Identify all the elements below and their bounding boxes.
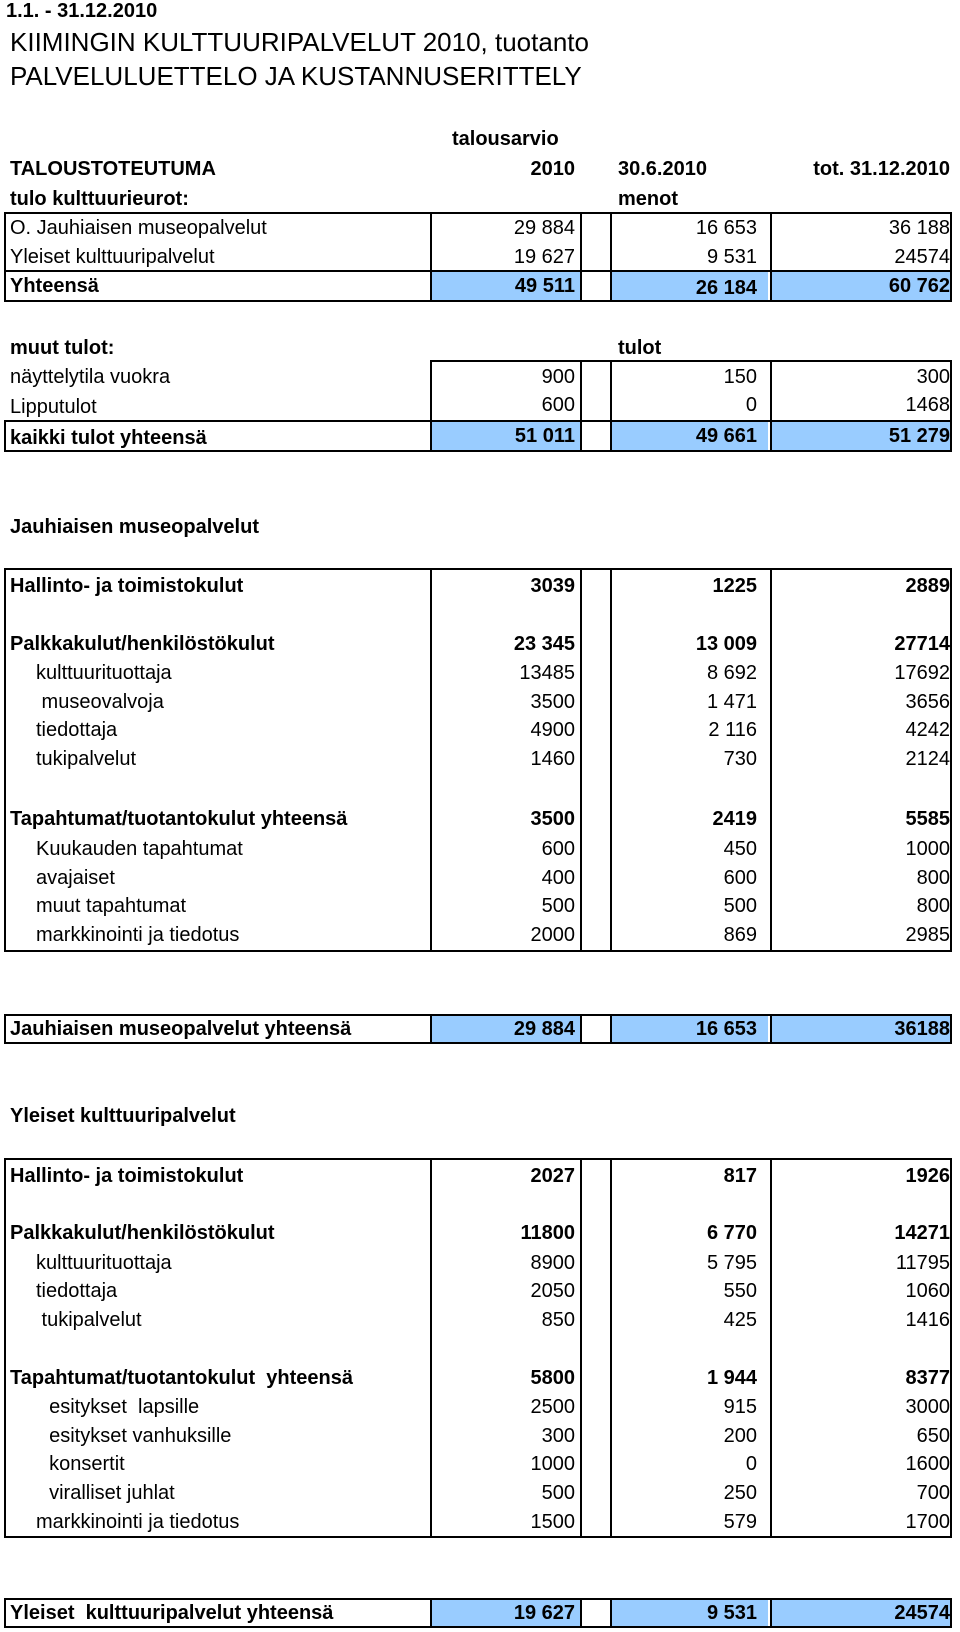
value: 23 345 <box>513 633 575 655</box>
divider <box>580 360 582 452</box>
value: 915 <box>723 1396 757 1418</box>
value: 3039 <box>530 575 575 597</box>
divider <box>580 1014 582 1044</box>
divider <box>580 212 582 302</box>
value: 13485 <box>519 662 575 684</box>
row-label: Hallinto- ja toimistokulut <box>10 1165 244 1187</box>
row-label: tiedottaja <box>36 719 118 741</box>
row-label: konsertit <box>38 1453 125 1475</box>
row-label: markkinointi ja tiedotus <box>36 1511 240 1533</box>
divider <box>4 420 6 452</box>
value: 11795 <box>895 1252 950 1274</box>
page-subtitle: PALVELULUETTELO JA KUSTANNUSERITTELY <box>10 61 582 91</box>
value: 51 279 <box>888 425 950 447</box>
divider <box>580 1158 582 1538</box>
divider <box>950 360 952 452</box>
value: 24574 <box>894 1602 950 1624</box>
general-heading: Yleiset kulttuuripalvelut <box>10 1105 236 1127</box>
value: 730 <box>723 748 757 770</box>
value: 6 770 <box>706 1222 757 1244</box>
value: 2 116 <box>708 719 757 741</box>
row-label: Yleiset kulttuuripalvelut <box>10 246 215 268</box>
period-label: 1.1. - 31.12.2010 <box>6 0 158 22</box>
value: 8900 <box>530 1252 575 1274</box>
divider <box>4 420 952 422</box>
col1-header-top: talousarvio <box>452 128 559 150</box>
value: 14271 <box>894 1222 950 1244</box>
row-label: esitykset vanhuksille <box>38 1425 232 1447</box>
value: 1060 <box>905 1280 950 1302</box>
value: 13 009 <box>695 633 757 655</box>
row-label: Tapahtumat/tuotantokulut yhteensä <box>10 808 348 830</box>
value: 26 184 <box>695 277 757 299</box>
row-label: tiedottaja <box>36 1280 118 1302</box>
value: 49 661 <box>695 425 757 447</box>
value: 300 <box>916 366 950 388</box>
row-label: Palkkakulut/henkilöstökulut <box>10 1222 275 1244</box>
value: 400 <box>541 867 575 889</box>
value: 8 692 <box>706 662 757 684</box>
value: 16 653 <box>695 1018 757 1040</box>
col2-header: 30.6.2010 <box>618 158 707 180</box>
divider <box>580 1598 582 1628</box>
value: 36188 <box>894 1018 950 1040</box>
value: 579 <box>723 1511 757 1533</box>
value: 29 884 <box>513 1018 575 1040</box>
value: 36 188 <box>888 217 950 239</box>
row-label: Kuukauden tapahtumat <box>36 838 243 860</box>
value: 1500 <box>530 1511 575 1533</box>
value: 1416 <box>905 1309 950 1331</box>
divider <box>4 270 952 272</box>
row-label: viralliset juhlat <box>38 1482 175 1504</box>
value: 200 <box>723 1425 757 1447</box>
value: 850 <box>541 1309 575 1331</box>
value: 1600 <box>905 1453 950 1475</box>
museum-heading: Jauhiaisen museopalvelut <box>10 516 259 538</box>
value: 150 <box>723 366 757 388</box>
value: 17692 <box>894 662 950 684</box>
tulot-label: tulot <box>618 337 662 359</box>
value: 9 531 <box>706 246 757 268</box>
value: 450 <box>723 838 757 860</box>
value: 425 <box>723 1309 757 1331</box>
row-label: O. Jauhiaisen museopalvelut <box>10 217 267 239</box>
value: 3500 <box>530 808 575 830</box>
value: 3656 <box>905 691 950 713</box>
value: 4242 <box>905 719 950 741</box>
value: 2500 <box>530 1396 575 1418</box>
value: 2050 <box>530 1280 575 1302</box>
value: 1000 <box>905 838 950 860</box>
value: 817 <box>723 1165 757 1187</box>
row-label: markkinointi ja tiedotus <box>36 924 240 946</box>
value: 1460 <box>530 748 575 770</box>
value: 600 <box>723 867 757 889</box>
value: 51 011 <box>514 425 575 447</box>
value: 5585 <box>905 808 950 830</box>
row-label: Hallinto- ja toimistokulut <box>10 575 244 597</box>
divider <box>580 568 582 952</box>
value: 869 <box>723 924 757 946</box>
value: 16 653 <box>695 217 757 239</box>
row-label-header: TALOUSTOTEUTUMA <box>10 158 216 180</box>
menot-label: menot <box>618 188 678 210</box>
value: 600 <box>541 394 575 416</box>
value: 3000 <box>905 1396 950 1418</box>
row-label: museovalvoja <box>36 691 164 713</box>
divider <box>430 360 952 362</box>
row-label: Yleiset kulttuuripalvelut yhteensä <box>10 1602 334 1624</box>
value: 9 531 <box>706 1602 757 1624</box>
value: 2985 <box>905 924 950 946</box>
value: 4900 <box>530 719 575 741</box>
value: 1468 <box>905 394 950 416</box>
value: 800 <box>916 867 950 889</box>
row-label: Yhteensä <box>10 275 99 297</box>
row-label: tukipalvelut <box>36 748 137 770</box>
value: 650 <box>916 1425 950 1447</box>
value: 5800 <box>530 1367 575 1389</box>
value: 1000 <box>530 1453 575 1475</box>
value: 24574 <box>894 246 950 268</box>
value: 1926 <box>905 1165 950 1187</box>
value: 2000 <box>530 924 575 946</box>
value: 0 <box>745 1453 757 1475</box>
value: 27714 <box>894 633 950 655</box>
row-label: kulttuurituottaja <box>36 662 172 684</box>
income-section-label: tulo kulttuurieurot: <box>10 188 189 210</box>
value: 550 <box>723 1280 757 1302</box>
value: 19 627 <box>513 1602 575 1624</box>
value: 2419 <box>712 808 757 830</box>
value: 2027 <box>530 1165 575 1187</box>
value: 1 944 <box>706 1367 757 1389</box>
row-label: näyttelytila vuokra <box>10 366 171 388</box>
value: 8377 <box>905 1367 950 1389</box>
row-label: Palkkakulut/henkilöstökulut <box>10 633 275 655</box>
col1-header: 2010 <box>530 158 575 180</box>
value: 500 <box>541 895 575 917</box>
row-label: kulttuurituottaja <box>36 1252 172 1274</box>
row-label: kaikki tulot yhteensä <box>10 427 207 449</box>
value: 60 762 <box>888 275 950 297</box>
page-title: KIIMINGIN KULTTUURIPALVELUT 2010, tuotanto <box>10 27 589 57</box>
row-label: Tapahtumat/tuotantokulut yhteensä <box>10 1367 353 1389</box>
value: 700 <box>916 1482 950 1504</box>
value: 19 627 <box>513 246 575 268</box>
value: 500 <box>541 1482 575 1504</box>
value: 1700 <box>905 1511 950 1533</box>
row-label: esitykset lapsille <box>38 1396 200 1418</box>
col3-header: tot. 31.12.2010 <box>813 158 950 180</box>
value: 1 471 <box>706 691 757 713</box>
value: 5 795 <box>706 1252 757 1274</box>
value: 2889 <box>905 575 950 597</box>
value: 250 <box>723 1482 757 1504</box>
value: 300 <box>541 1425 575 1447</box>
row-label: avajaiset <box>36 867 115 889</box>
value: 29 884 <box>513 217 575 239</box>
row-label: tukipalvelut <box>36 1309 142 1331</box>
row-label: Jauhiaisen museopalvelut yhteensä <box>10 1018 352 1040</box>
value: 2124 <box>905 748 950 770</box>
value: 800 <box>916 895 950 917</box>
value: 900 <box>541 366 575 388</box>
value: 49 511 <box>514 275 575 297</box>
value: 600 <box>541 838 575 860</box>
row-label: Lipputulot <box>10 396 97 418</box>
row-label: muut tapahtumat <box>36 895 187 917</box>
value: 11800 <box>520 1222 575 1244</box>
value: 500 <box>723 895 757 917</box>
value: 1225 <box>712 575 757 597</box>
value: 3500 <box>530 691 575 713</box>
other-income-label: muut tulot: <box>10 337 115 359</box>
value: 0 <box>745 394 757 416</box>
